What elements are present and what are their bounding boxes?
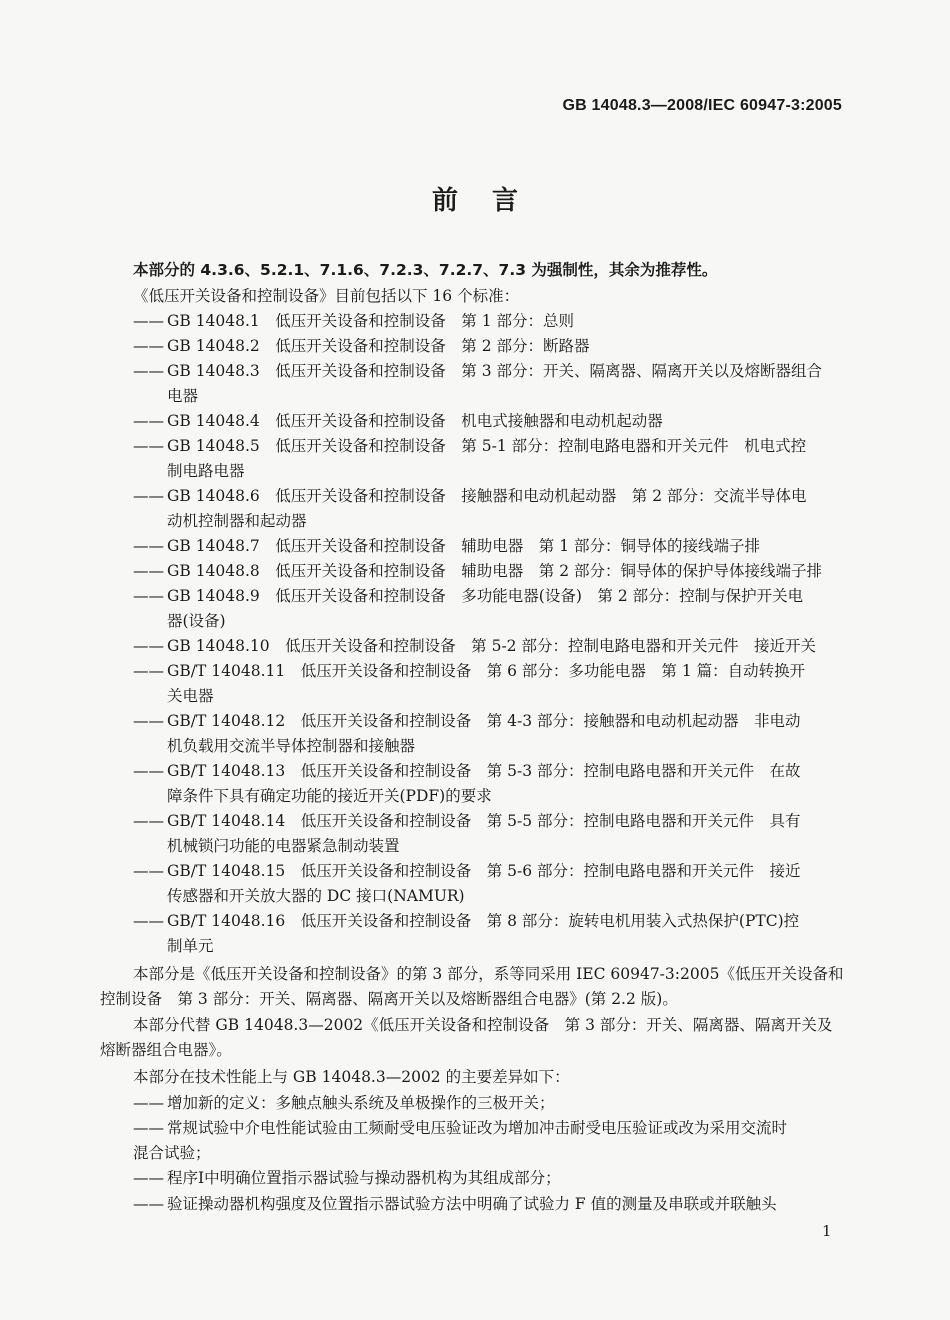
- adoption-paragraph: 本部分是《低压开关设备和控制设备》的第 3 部分，系等同采用 IEC 60947-3:2005《低压开关设备和: [133, 965, 844, 983]
- series-intro: 《低压开关设备和控制设备》目前包括以下 16 个标准：: [133, 287, 520, 305]
- page-title: 前言: [431, 186, 552, 216]
- adoption-paragraph-continued: 控制设备 第 3 部分：开关、隔离器、隔离开关以及熔断器组合电器》(第 2.2 版)。: [100, 990, 678, 1008]
- mandatory-clause-statement: 本部分的 4.3.6、5.2.1、7.1.6、7.2.3、7.2.7、7.3 为强制性，其余为推荐性。: [133, 261, 718, 279]
- differences-intro: 本部分在技术性能上与 GB 14048.3—2002 的主要差异如下：: [133, 1068, 570, 1086]
- page-number: 1: [822, 1222, 832, 1240]
- standard-number-header: GB 14048.3—2008/IEC 60947-3:2005: [562, 97, 842, 114]
- document-page: GB 14048.3—2008/IEC 60947-3:2005 前言 本部分的 4.3.6、5.2.1、7.1.6、7.2.3、7.2.7、7.3 为强制性，其余为推荐性。 《低压开关设备和控制设备》目前包括以下 16 个标准： —— GB 14048.1 低压开关设备和控制设备 第 1 部分：总则 —— GB 14048.2 低压开关设备和控制设备 第 2 部分：断路器 —— GB 14048.3 低压开关设备和控制设备 第 3 部分：开关、隔离器、隔离开关以及熔断器组合 电器 —— GB 14048.4 低压开关设备和控制设备 机电式接触器和电动机起动器 —— GB 14048.5 低压开关设备和控制设备 第 5-1 部分：控制电路电器和开关元件 机电式控 制电路电器 —— GB 14048.6 低压开关设备和控制设备 接触器和电动机起动器 第 2 部分：交流半导体电 动机控制器和起动器 —— GB 14048.7 低压开关设备和控制设备 辅助电器 第 1 部分：铜导体的接线端子排 —— GB 14048.8 低压开关设备和控制设备 辅助电器 第 2 部分：铜导体的保护导体接线端子排 —— GB 14048.9 低压开关设备和控制设备 多功能电器(设备) 第 2 部分：控制与保护开关电 器(设备) —— GB 14048.10 低压开关设备和控制设备 第 5-2 部分：控制电路电器和开关元件 接近开关 —— GB/T 14048.11 低压开关设备和控制设备 第 6 部分：多功能电器 第 1 篇：自动转换开 关电器 —— GB/T 14048.12 低压开关设备和控制设备 第 4-3 部分：接触器和电动机起动器 非电动 机负载用交流半导体控制器和接触器 —— GB/T 14048.13 低压开关设备和控制设备 第 5-3 部分：控制电路电器和开关元件 在故 障条件下具有确定功能的接近开关(PDF)的要求 —— GB/T 14048.14 低压开关设备和控制设备 第 5-5 部分：控制电路电器和开关元件 具有 机械锁闩功能的电器紧急制动装置 —— GB/T 14048.15 低压开关设备和控制设备 第 5-6 部分：控制电路电器和开关元件 接近 传感器和开关放大器的 DC 接口(NAMUR) —— GB/T 14048.16 低压开关设备和控制设备 第 8 部分：旋转电机用装入式热保护(PTC)控 制单元 本部分是《低压开关设备和控制设备》的第 3 部分，系等同采用 IEC 60947-3:2005《低压开关设备和 控制设备 第 3 部分：开关、隔离器、隔离开关以及熔断器组合电器》(第 2.2 版)。 本部分代替 GB 14048.3—2002《低压开关设备和控制设备 第 3 部分：开关、隔离器、隔离开关及 熔断器组合电器》。 本部分在技术性能上与 GB 14048.3—2002 的主要差异如下： —— 增加新的定义：多触点触头系统及单极操作的三极开关； —— 常规试验中介电性能试验由工频耐受电压验证改为增加冲击耐受电压验证或改为采用交流时 混合试验； —— 程序Ⅰ中明确位置指示器试验与操动器机构为其组成部分； —— 验证操动器机构强度及位置指示器试验方法中明确了试验力 F 值的测量及串联或并联触头 1: [0, 0, 950, 1320]
- replacement-paragraph-continued: 熔断器组合电器》。: [100, 1041, 232, 1059]
- replacement-paragraph: 本部分代替 GB 14048.3—2002《低压开关设备和控制设备 第 3 部分：开关、隔离器、隔离开关及: [133, 1016, 833, 1034]
